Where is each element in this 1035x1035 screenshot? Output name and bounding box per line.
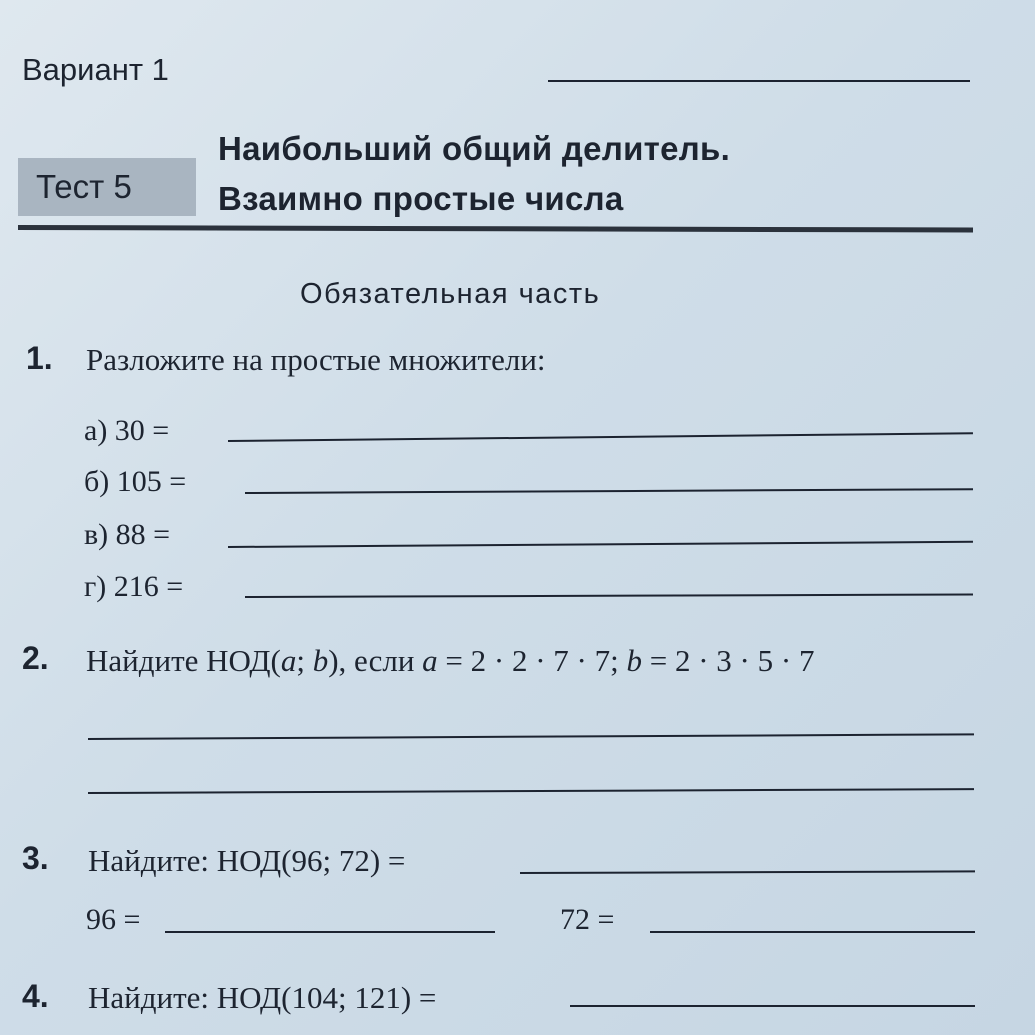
- task-3-text: Найдите: НОД(96; 72) =: [88, 843, 406, 878]
- task-1-number: 1.: [26, 340, 53, 376]
- task-4-text: Найдите: НОД(104; 121) =: [88, 980, 437, 1015]
- task-2-answer-line-2: [88, 788, 974, 794]
- task-3-item-72: 72 =: [560, 903, 615, 936]
- name-answer-line: [548, 80, 970, 82]
- task-2-number: 2.: [22, 640, 49, 676]
- task-3-item-96: 96 =: [86, 903, 141, 936]
- task-1-answer-line-d: [245, 593, 973, 598]
- section-title: Обязательная часть: [300, 278, 601, 310]
- test-title-line-1: Наибольший общий делитель.: [218, 130, 731, 167]
- task-1-answer-line-a: [228, 432, 973, 442]
- task-3-answer-line-96: [165, 931, 495, 933]
- task-3-answer-line: [520, 870, 975, 874]
- task-1-item-b: б) 105 =: [84, 465, 187, 498]
- test-number-badge: [18, 158, 196, 216]
- task-4-answer-line: [570, 1005, 975, 1007]
- task-1-item-d: г) 216 =: [84, 570, 184, 603]
- heading-divider: [18, 225, 973, 233]
- variant-label: Вариант 1: [22, 52, 169, 87]
- test-title-line-2: Взаимно простые числа: [218, 180, 624, 217]
- task-1-item-a: а) 30 =: [84, 414, 170, 447]
- task-1-answer-line-c: [228, 541, 973, 548]
- test-number-text: Тест 5: [36, 168, 132, 205]
- task-1-item-c: в) 88 =: [84, 518, 171, 551]
- task-3-number: 3.: [22, 840, 49, 876]
- task-2-text: Найдите НОД(a; b), если a = 2 · 2 · 7 · 7; b = 2 · 3 · 5 · 7: [86, 643, 815, 678]
- task-4-number: 4.: [22, 978, 49, 1014]
- task-2-answer-line-1: [88, 733, 974, 740]
- task-1-answer-line-b: [245, 488, 973, 494]
- task-3-answer-line-72: [650, 931, 975, 933]
- task-1-text: Разложите на простые множители:: [86, 342, 546, 377]
